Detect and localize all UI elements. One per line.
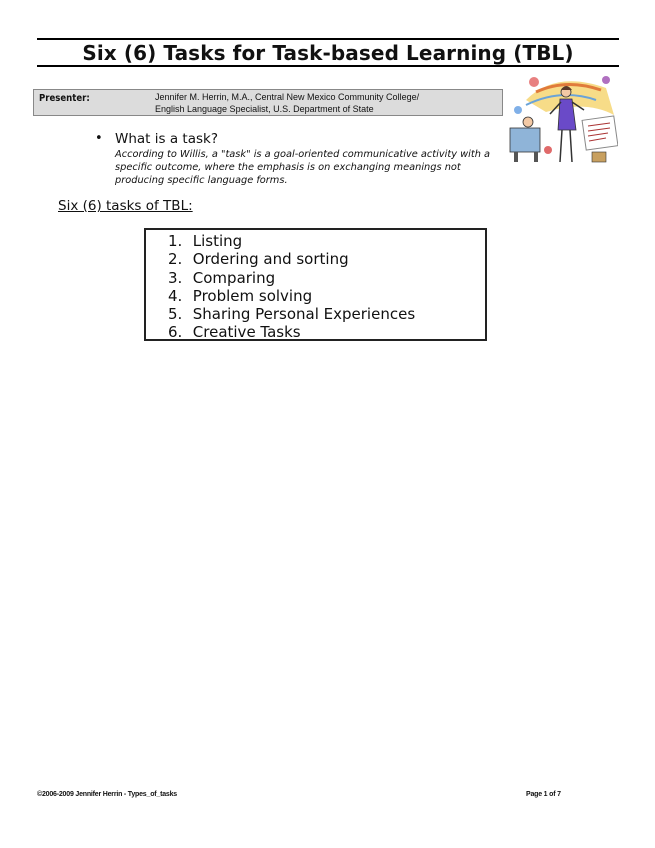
page-title: Six (6) Tasks for Task-based Learning (TBL): [82, 40, 574, 65]
list-item-label: Sharing Personal Experiences: [192, 305, 416, 324]
list-item-label: Comparing: [192, 268, 276, 287]
title-bar: [37, 38, 619, 67]
list-item-label: Ordering and sorting: [192, 250, 349, 269]
footer-page-number: Page 1 of 7: [526, 791, 561, 798]
list-item-number: 2.: [168, 250, 183, 269]
list-item: [168, 287, 415, 305]
list-item: [168, 269, 415, 287]
tasks-subheading: Six (6) tasks of TBL:: [58, 198, 193, 214]
presenter-line-2: English Language Specialist, U.S. Department of State: [155, 104, 374, 114]
list-item: [168, 232, 415, 250]
list-item: [168, 250, 415, 268]
list-item-label: Problem solving: [192, 286, 313, 305]
list-item: [168, 323, 415, 341]
list-item-label: Listing: [192, 232, 243, 250]
list-item-number: 6.: [168, 323, 183, 342]
list-item-number: 1.: [168, 232, 183, 250]
footer-copyright: ©2006-2009 Jennifer Herrin - Types_of_tasks: [37, 791, 177, 798]
list-item: [168, 305, 415, 323]
bullet-marker: •: [95, 131, 103, 146]
presenter-line-1: Jennifer M. Herrin, M.A., Central New Mexico Community College/: [155, 92, 420, 102]
presenter-label: Presenter:: [39, 93, 90, 104]
list-item-number: 4.: [168, 286, 183, 305]
list-item-label: Creative Tasks: [192, 323, 301, 342]
task-list-box: [144, 228, 487, 341]
presenter-box: [33, 89, 503, 116]
teacher-clipart-icon: [506, 70, 618, 170]
task-question: What is a task?: [115, 131, 218, 147]
task-list: [168, 232, 415, 342]
list-item-number: 3.: [168, 268, 183, 287]
list-item-number: 5.: [168, 305, 183, 324]
task-definition: According to Willis, a "task" is a goal-oriented communicative activity with a specific outcome, where the emphasis is on exchanging meanings not producing specific language forms.: [115, 149, 491, 186]
